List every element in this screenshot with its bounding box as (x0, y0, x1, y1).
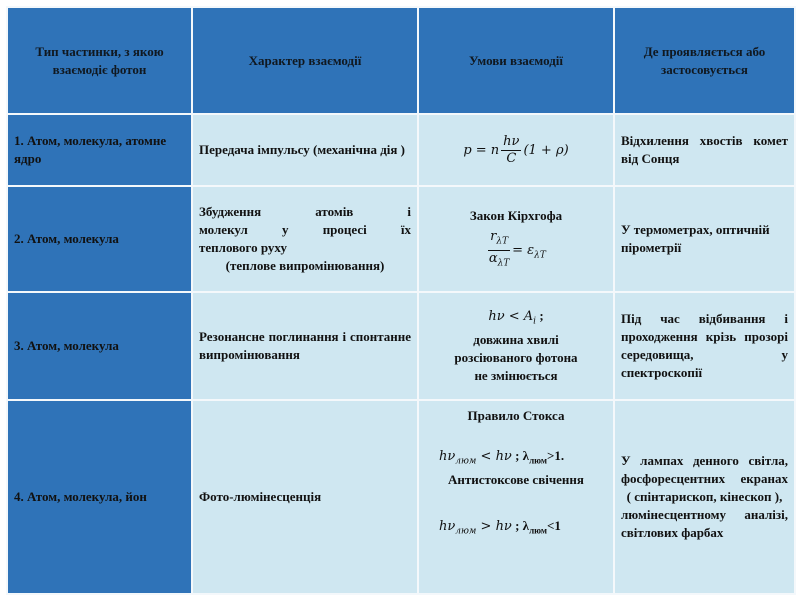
row2-particle: 2. Атом, молекула (7, 186, 192, 292)
row2-character-line: Збудження атомів і (199, 204, 411, 219)
header-interaction-conditions: Умови взаємодії (418, 7, 614, 114)
table-row (7, 114, 795, 186)
stokes-formula: $h\nu_{люм} < h\nu$ ; $\lambda_{люм}>1$. (439, 448, 565, 467)
interaction-table (6, 6, 796, 595)
row4-application-line: ( спінтарископ, кінескоп ), (626, 489, 783, 504)
row1-condition (418, 114, 614, 186)
row3-condition-line: довжина хвилі (473, 331, 559, 347)
anti-stokes-formula: $h\nu_{люм} > h\nu$ ; $\lambda_{люм}<1$ (439, 517, 561, 537)
table-row (7, 292, 795, 400)
table-row (7, 186, 795, 292)
header-application: Де проявляється або застосовується (614, 7, 795, 114)
row2-character-line: (теплове випромінювання) (225, 258, 385, 273)
table-header-row (7, 7, 795, 114)
kirchhoff-law-title: Закон Кірхгофа (469, 207, 563, 223)
row4-application-line: фосфоресцентних екранах (621, 471, 788, 486)
row3-condition (418, 292, 614, 400)
row4-condition (418, 400, 614, 594)
anti-stokes-title: Антистоксове свічення (448, 471, 584, 487)
radiation-pressure-formula: p = n $\frac{h\nu}{C}$ (1 + ρ) (463, 133, 569, 166)
row1-application: Відхилення хвостів комет від Сонця (614, 114, 795, 186)
row3-application-line: проходження крізь прозорі (621, 329, 788, 344)
row2-character-line: молекул у процесі їх (199, 222, 411, 237)
row4-character: Фото-люмінесценція (192, 400, 418, 594)
row1-character: Передача імпульсу (механічна дія ) (192, 114, 418, 186)
row4-particle: 4. Атом, молекула, йон (7, 400, 192, 594)
stokes-rule-title: Правило Стокса (467, 408, 565, 423)
row3-application (614, 292, 795, 400)
row4-application-line: люмінесцентному аналізі, (621, 507, 788, 522)
row3-application-line: спектроскопії (621, 365, 703, 380)
row3-character: Резонансне поглинання і спонтанне випромінювання (192, 292, 418, 400)
row3-condition-line: не змінюється (474, 367, 558, 383)
row1-particle: 1. Атом, молекула, атомне ядро (7, 114, 192, 186)
row4-application-line: світлових фарбах (621, 525, 724, 540)
row4-application (614, 400, 795, 594)
header-particle-type: Тип частинки, з якою взаємодіє фотон (7, 7, 192, 114)
row2-condition (418, 186, 614, 292)
row3-particle: 3. Атом, молекула (7, 292, 192, 400)
row4-application-line: У лампах денного світла, (621, 453, 788, 468)
table-row (7, 400, 795, 594)
row3-application-line: Під час відбивання і (621, 311, 788, 326)
row3-condition-line: розсіюваного фотона (454, 349, 578, 365)
row3-application-line: середовища, у (621, 347, 788, 362)
row2-character (192, 186, 418, 292)
header-interaction-character: Характер взаємодії (192, 7, 418, 114)
row2-application: У термометрах, оптичній пірометрії (614, 186, 795, 292)
row2-character-line: теплового руху (199, 240, 287, 255)
resonance-condition-formula: $h\nu < A_i$ ; (488, 308, 544, 327)
kirchhoff-formula: $\frac{r_{\lambda T}}{\alpha_{\lambda T}}$ = $\varepsilon_{\lambda T}$ (488, 228, 546, 269)
